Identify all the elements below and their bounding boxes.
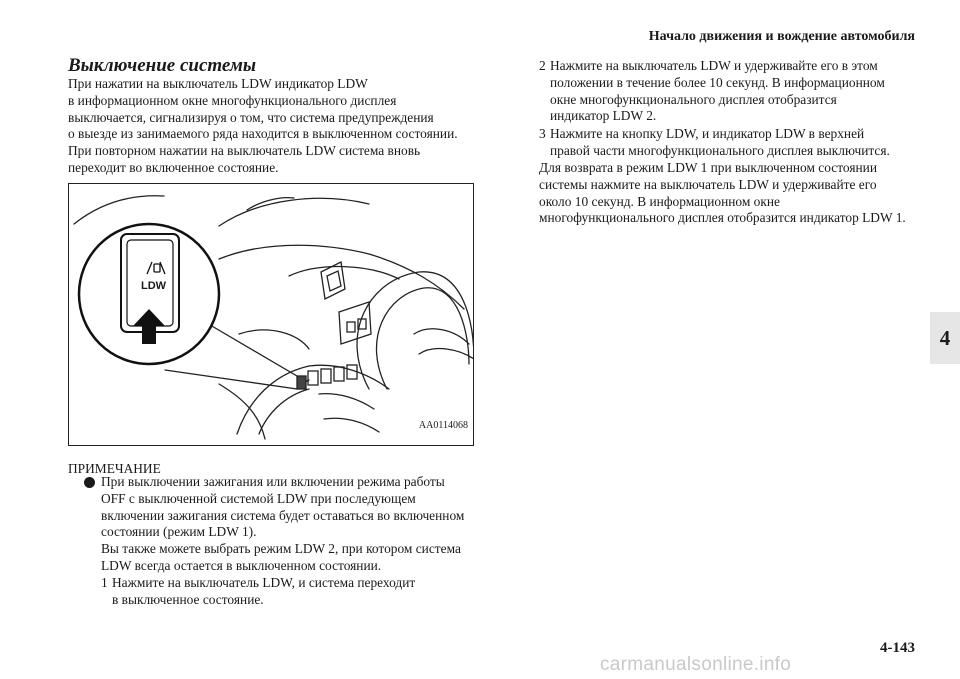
- note-title: ПРИМЕЧАНИЕ: [68, 461, 161, 476]
- note-line: LDW всегда остается в выключенном состоянии.: [101, 557, 382, 573]
- dashboard-illustration: [68, 183, 474, 446]
- note-text: [101, 474, 464, 575]
- intro-line: в информационном окне многофункционального дисплея: [68, 92, 397, 108]
- section-heading: Выключение системы: [68, 55, 257, 76]
- step-line: Нажмите на кнопку LDW, и индикатор LDW в верхней: [550, 126, 865, 141]
- intro-line: При повторном нажатии на выключатель LDW система вновь: [68, 143, 421, 159]
- step-line: правой части многофункционального дисплея выключится.: [550, 142, 890, 158]
- intro-line: выключается, сигнализируя о том, что система предупреждения: [68, 109, 434, 125]
- running-header: Начало движения и вождение автомобиля: [648, 29, 915, 44]
- switch-label: LDW: [141, 280, 167, 292]
- note-line: При выключении зажигания или включении режима работы: [101, 474, 445, 489]
- note-line: состоянии (режим LDW 1).: [101, 524, 257, 540]
- step-line: окне многофункционального дисплея отобразится: [550, 91, 837, 107]
- return-paragraph: [539, 160, 906, 227]
- step-line: индикатор LDW 2.: [550, 108, 657, 124]
- watermark: carmanualsonline.info: [600, 654, 792, 675]
- step-line: положении в течение более 10 секунд. В информационном: [550, 74, 885, 90]
- step-line: в выключенное состояние.: [112, 591, 264, 607]
- step-number: 1: [101, 575, 108, 590]
- step-line: Нажмите на выключатель LDW, и система переходит: [112, 575, 416, 590]
- page-number: 4-143: [880, 640, 915, 656]
- intro-line: о выезде из занимаемого ряда находится в выключенном состоянии.: [68, 126, 458, 142]
- intro-line: переходит во включенное состояние.: [68, 159, 279, 175]
- intro-paragraph: [68, 76, 458, 177]
- note-line: Вы также можете выбрать режим LDW 2, при котором система: [101, 541, 461, 557]
- return-line: системы нажмите на выключатель LDW и удерживайте его: [539, 176, 877, 192]
- step-number: 2: [539, 58, 546, 73]
- return-line: многофункционального дисплея отобразится индикатор LDW 1.: [539, 210, 906, 226]
- step-line: Нажмите на выключатель LDW и удерживайте его в этом: [550, 58, 878, 73]
- intro-line: При нажатии на выключатель LDW индикатор LDW: [68, 76, 368, 91]
- dashboard-drawing: [69, 184, 474, 446]
- return-line: около 10 секунд. В информационном окне: [539, 193, 780, 209]
- step-number: 3: [539, 126, 546, 141]
- return-line: Для возврата в режим LDW 1 при выключенном состоянии: [539, 160, 877, 175]
- note-line: OFF с выключенной системой LDW при последующем: [101, 490, 416, 506]
- section-tab: [930, 312, 960, 364]
- bullet-dot-icon: [84, 477, 95, 488]
- figure-code: AA0114068: [418, 420, 468, 431]
- section-tab-label: 4: [939, 325, 951, 350]
- note-line: включении зажигания система будет оставаться во включенном: [101, 507, 465, 523]
